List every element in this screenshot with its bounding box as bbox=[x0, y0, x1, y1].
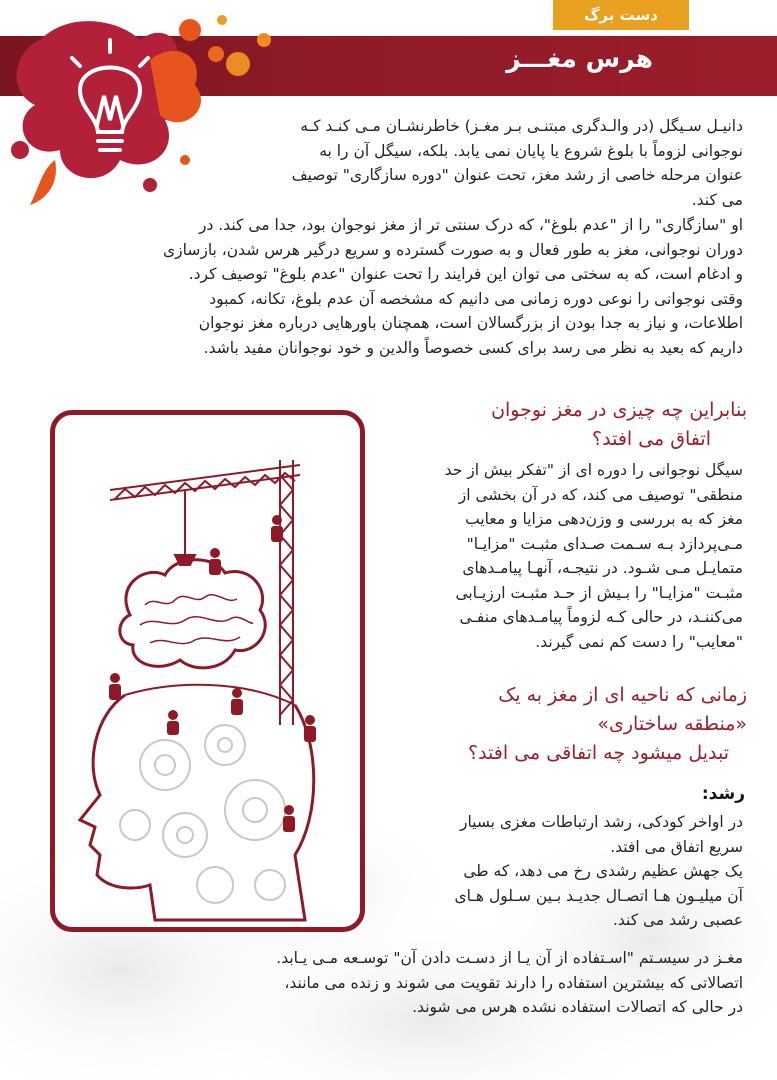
text-line: اتصالاتی که بیشترین استفاده را دارند تقویت می شوند و زنده می مانند، bbox=[284, 973, 743, 992]
text-line: دانیـل سـیگل (در والـدگری مبتنـی بـر مغـز) خاطرنشـان مـی کنـد کـه bbox=[300, 117, 743, 135]
text-line: در اواخر کودکی، رشد ارتباطات مغزی بسیار bbox=[459, 813, 743, 831]
heading-line: اتفاق می افتد؟ bbox=[592, 428, 711, 450]
text-line: یک جهش عظیم رشدی رخ می دهد، که طی bbox=[463, 862, 743, 880]
heading-line: زمانی که ناحیه ای از مغز به یک bbox=[498, 684, 747, 706]
section-2-heading bbox=[417, 681, 747, 768]
heading-line: «منطقه ساختاری» bbox=[597, 713, 747, 735]
text-line: سریع اتفاق می افتد. bbox=[610, 837, 743, 856]
text-line: مـی‌پردازد بـه سـمت صـدای مثبـت "مزایـا" bbox=[466, 534, 743, 553]
text-line: وقتی نوجوانی را نوعی دوره زمانی می دانیم که مشخصه آن عدم بلوغ، تکانه، کمبود bbox=[209, 289, 743, 308]
text-line: متمایـل مـی شـود. در نتیجـه، آنهـا پیامـدهای bbox=[462, 559, 743, 577]
brain-construction-icon bbox=[55, 415, 360, 927]
heading-line: تبدیل میشود چه اتفاقی می افتد؟ bbox=[468, 742, 729, 764]
text-line: دوران نوجوانی، مغز به طور فعال و به صورت گسترده و سریع درگیر هرس شدن، بازسازی bbox=[163, 240, 743, 259]
section-2-body bbox=[413, 810, 743, 933]
text-line: مغز که به بررسی و وزن‌دهی مزایا و معایب bbox=[465, 510, 743, 528]
growth-subheading: رشد: bbox=[701, 784, 745, 804]
heading-line: بنابراین چه چیزی در مغز نوجوان bbox=[491, 399, 747, 421]
intro-paragraph-2 bbox=[31, 213, 743, 360]
section-1-body bbox=[413, 458, 743, 654]
text-line: در حالی که اتصالات استفاده نشده هرس می شوند. bbox=[412, 998, 743, 1016]
text-line: "معایب" را دست کم نمی گیرند. bbox=[535, 632, 743, 651]
text-line: سیگل نوجوانی را دوره ای از "تفکر بیش از حد bbox=[444, 461, 743, 479]
text-line: و ادغام است، که به سختی می توان این فرایند را تحت عنوان "عدم بلوغ" توصیف کرد. bbox=[188, 265, 743, 283]
text-line: آن میلیـون هـا اتصـال جدیـد بـین سـلول هـای bbox=[454, 886, 743, 905]
intro-paragraph-1 bbox=[143, 114, 743, 212]
text-line: منطقی" توصیف می کند، که در آن بخشی از bbox=[458, 485, 743, 504]
brain-construction-illustration bbox=[50, 410, 365, 932]
text-line: او "سازگاری" را از "عدم بلوغ"، که درک سنتی تر از مغز نوجوان بود، جدا می کند. در bbox=[198, 216, 743, 234]
text-line: عنوان مرحله خاصی از رشد مغز، تحت عنوان "دوره سازگاری" توصیف bbox=[291, 166, 743, 184]
closing-paragraph bbox=[31, 946, 743, 1020]
text-line: نوجوانی لزوماً با بلوغ شروع یا پایان نمی یابد. بلکه، سیگل آن را به bbox=[319, 141, 743, 160]
text-line: عصبی رشد می کند. bbox=[612, 911, 743, 929]
section-tag: دست برگ bbox=[553, 0, 689, 30]
text-line: داریم که بعید به نظر می رسد برای کسی خصوصاً والدین و خود نوجوانان مفید باشد. bbox=[203, 338, 743, 357]
text-line: می کند. bbox=[691, 190, 743, 209]
text-line: می‌کننـد، در حالی کـه لزوماً پیامـدهای منفـی bbox=[459, 608, 743, 626]
text-line: مثبـت "مزایـا" را بـیش از حـد مثبـت ارزیـابی bbox=[455, 583, 743, 602]
text-line: اطلاعات، و نیاز به جدا بودن از بزرگسالان است، همچنان باورهایی درباره مغز نوجوان bbox=[198, 314, 743, 332]
text-line: مغـز در سیسـتم "اسـتفاده از آن یـا از دسـت دادن آن" توسـعه مـی یـابد. bbox=[276, 949, 743, 967]
section-1-heading bbox=[417, 396, 747, 454]
page-title: هرس مغـــز bbox=[506, 44, 653, 73]
